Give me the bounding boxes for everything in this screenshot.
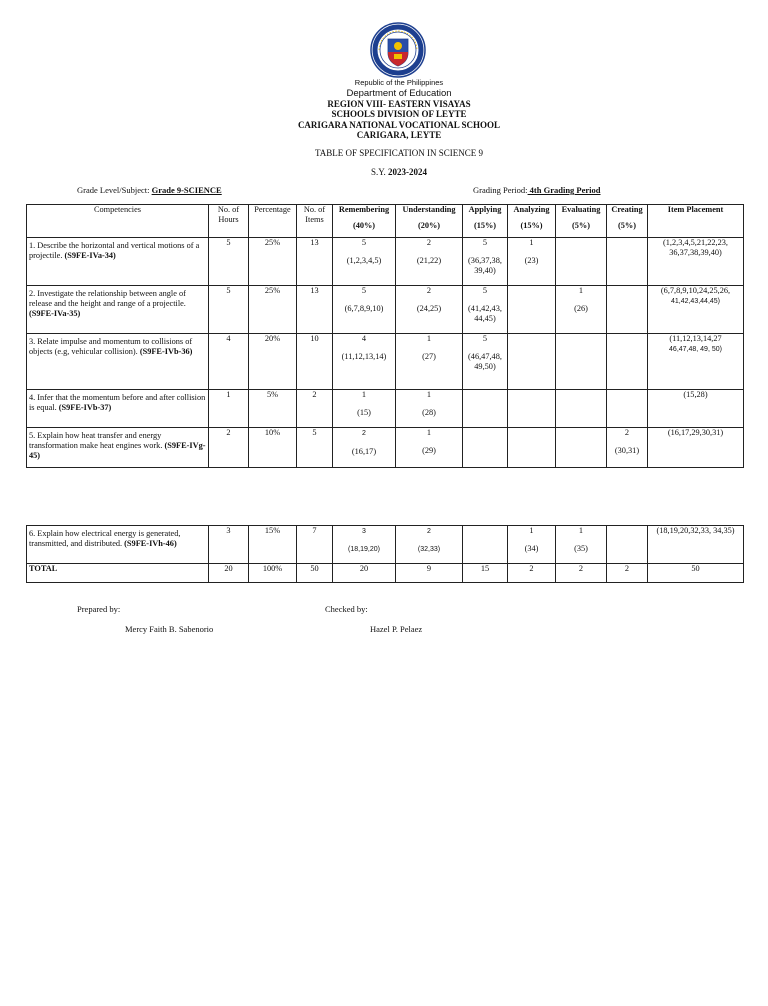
evaluating-cell (556, 238, 607, 286)
remembering-cell (333, 428, 396, 468)
specification-table-continued (26, 525, 744, 583)
creating-cell (607, 286, 648, 334)
understanding-cell (396, 286, 463, 334)
total-applying: 15 (463, 564, 508, 583)
applying-cell (463, 286, 508, 334)
table-row (27, 286, 744, 334)
sy-value: 2023-2024 (388, 167, 428, 177)
analyzing-cell (508, 238, 556, 286)
placement: (23) (524, 256, 539, 265)
period-label: Grading Period: (473, 185, 528, 195)
items-cell: 2 (297, 390, 333, 428)
header-hours: No. of Hours (209, 205, 249, 238)
header-understanding (396, 205, 463, 238)
applying-label: Applying (468, 205, 502, 214)
count: 2 (426, 286, 432, 295)
items-cell: 7 (297, 526, 333, 564)
count: 2 (362, 430, 366, 437)
analyzing-pct: (15%) (520, 221, 543, 230)
hours-cell: 4 (209, 334, 249, 390)
count: 2 (426, 238, 432, 247)
grade-value: Grade 9-SCIENCE (151, 185, 222, 195)
items-cell: 10 (297, 334, 333, 390)
remembering-cell (333, 390, 396, 428)
header-analyzing (508, 205, 556, 238)
count: 5 (482, 286, 488, 295)
creating-cell (607, 334, 648, 390)
analyzing-cell (508, 286, 556, 334)
document-title: TABLE OF SPECIFICATION IN SCIENCE 9 (314, 148, 484, 158)
placement: (24,25) (416, 304, 442, 313)
remembering-cell (333, 334, 396, 390)
creating-cell (607, 390, 648, 428)
table-row (27, 238, 744, 286)
applying-cell (463, 428, 508, 468)
placement: (18,19,20) (348, 546, 380, 553)
competency-cell (27, 428, 209, 468)
competency-text: 1. Describe the horizontal and vertical motions of a projectile. (29, 241, 200, 260)
count: 5 (361, 238, 367, 247)
placement: (16,17) (351, 447, 377, 456)
placement: (27) (422, 352, 436, 361)
competency-text: 4. Infer that the momentum before and after collision is equal. (29, 393, 206, 412)
item-placement-cell (648, 286, 744, 334)
placement: (30,31) (614, 446, 640, 455)
total-evaluating: 2 (556, 564, 607, 583)
table-row (27, 428, 744, 468)
item-placement-cell: (1,2,3,4,5,21,22,23, 36,37,38,39,40) (648, 238, 744, 286)
understanding-pct: (20%) (417, 221, 441, 230)
header-remembering (333, 205, 396, 238)
competency-text: 2. Investigate the relationship between angle of release and the height and range of a projectile. (29, 289, 186, 308)
understanding-cell (396, 390, 463, 428)
remembering-cell (333, 526, 396, 564)
item-placement-cell: (18,19,20,32,33, 34,35) (648, 526, 744, 564)
percentage-cell: 10% (249, 428, 297, 468)
competency-code: (S9FE-IVg-45) (29, 441, 206, 460)
evaluating-label: Evaluating (561, 205, 601, 214)
header-creating (607, 205, 648, 238)
understanding-label: Understanding (402, 205, 456, 214)
applying-cell (463, 390, 508, 428)
total-creating: 2 (607, 564, 648, 583)
count: 5 (482, 238, 488, 247)
placement: (32,33) (417, 546, 441, 553)
applying-cell (463, 238, 508, 286)
competency-cell (27, 334, 209, 390)
placement: (29) (422, 446, 436, 455)
percentage-cell: 5% (249, 390, 297, 428)
hours-cell: 5 (209, 238, 249, 286)
total-label: TOTAL (27, 564, 209, 583)
division-text: SCHOOLS DIVISION OF LEYTE (331, 109, 467, 119)
competency-code: (S9FE-IVa-35) (29, 309, 81, 318)
evaluating-cell (556, 526, 607, 564)
hours-cell: 2 (209, 428, 249, 468)
placement: (28) (422, 408, 436, 417)
evaluating-cell (556, 286, 607, 334)
placement: (35) (574, 544, 588, 553)
remembering-cell (333, 286, 396, 334)
total-hours: 20 (209, 564, 249, 583)
placement: (26) (574, 304, 588, 313)
total-understanding: 9 (396, 564, 463, 583)
header-item-placement: Item Placement (648, 205, 744, 238)
grade-label: Grade Level/Subject: (77, 185, 152, 195)
count: 3 (362, 528, 366, 535)
competency-text: 5. Explain how heat transfer and energy transformation make heat engines work. (29, 431, 165, 450)
count: 1 (529, 238, 534, 247)
item-placement-cell (648, 334, 744, 390)
total-analyzing: 2 (508, 564, 556, 583)
placement: (6,7,8,9,10) (344, 304, 384, 313)
region-text: REGION VIII- EASTERN VISAYAS (327, 99, 471, 109)
hours-cell: 3 (209, 526, 249, 564)
header-evaluating (556, 205, 607, 238)
evaluating-cell (556, 428, 607, 468)
table-row (27, 390, 744, 428)
count: 1 (361, 390, 367, 399)
count: 2 (427, 528, 431, 535)
school-year (0, 167, 768, 177)
total-placement: 50 (648, 564, 744, 583)
republic-text: Republic of the Philippines (354, 78, 444, 87)
competency-code: (S9FE-IVb-37) (58, 403, 112, 412)
total-row (27, 564, 744, 583)
header-items: No. of Items (297, 205, 333, 238)
table-header-row (27, 205, 744, 238)
applying-cell (463, 334, 508, 390)
creating-cell (607, 526, 648, 564)
analyzing-label: Analyzing (513, 205, 550, 214)
placement-line-2: 41,42,43,44,45) (670, 298, 721, 305)
creating-pct: (5%) (618, 221, 636, 230)
items-cell: 13 (297, 238, 333, 286)
percentage-cell: 25% (249, 286, 297, 334)
percentage-cell: 20% (249, 334, 297, 390)
remembering-label: Remembering (338, 205, 390, 214)
count: 1 (426, 428, 432, 437)
placement: (1,2,3,4,5) (346, 256, 382, 265)
item-placement-cell: (16,17,29,30,31) (648, 428, 744, 468)
sy-label: S.Y. (370, 167, 389, 177)
competency-cell (27, 238, 209, 286)
evaluating-cell (556, 334, 607, 390)
analyzing-cell (508, 334, 556, 390)
count: 1 (578, 526, 584, 535)
count: 5 (482, 334, 488, 343)
prepared-by-label: Prepared by: (77, 604, 121, 614)
analyzing-cell (508, 526, 556, 564)
items-cell: 5 (297, 428, 333, 468)
checked-by-label: Checked by: (325, 604, 368, 614)
table-row (27, 526, 744, 564)
competency-cell (27, 286, 209, 334)
evaluating-cell (556, 390, 607, 428)
period-value: 4th Grading Period (527, 185, 601, 195)
competency-code: (S9FE-IVb-36) (139, 347, 193, 356)
header-competencies: Competencies (27, 205, 209, 238)
remembering-pct: (40%) (352, 221, 376, 230)
placement: (11,12,13,14) (341, 352, 387, 361)
competency-text: 3. Relate impulse and momentum to collisions of objects (e.g, vehicular collision). (29, 337, 193, 356)
placement: (41,42,43, 44,45) (468, 304, 502, 323)
placement: (36,37,38, 39,40) (468, 256, 502, 275)
specification-table (26, 204, 744, 468)
header-percentage: Percentage (249, 205, 297, 238)
item-placement-cell: (15,28) (648, 390, 744, 428)
understanding-cell (396, 428, 463, 468)
prepared-by-name: Mercy Faith B. Sabenorio (125, 624, 214, 634)
creating-cell (607, 238, 648, 286)
evaluating-pct: (5%) (572, 221, 590, 230)
applying-cell (463, 526, 508, 564)
creating-cell (607, 428, 648, 468)
location-text: CARIGARA, LEYTE (356, 130, 442, 140)
placement-line-1: (11,12,13,14,27 (669, 334, 722, 343)
hours-cell: 1 (209, 390, 249, 428)
percentage-cell: 15% (249, 526, 297, 564)
total-remembering: 20 (333, 564, 396, 583)
placement: (21,22) (416, 256, 442, 265)
hours-cell: 5 (209, 286, 249, 334)
competency-cell (27, 526, 209, 564)
creating-label: Creating (611, 205, 643, 214)
competency-text: 6. Explain how electrical energy is generated, transmitted, and distributed. (29, 529, 181, 548)
understanding-cell (396, 334, 463, 390)
placement: (34) (524, 544, 539, 553)
total-items: 50 (297, 564, 333, 583)
table-row (27, 334, 744, 390)
percentage-cell: 25% (249, 238, 297, 286)
applying-pct: (15%) (473, 221, 497, 230)
placement: (15) (357, 408, 371, 417)
count: 5 (361, 286, 367, 295)
analyzing-cell (508, 390, 556, 428)
grade-level-subject (77, 185, 222, 195)
total-percentage: 100% (249, 564, 297, 583)
remembering-cell (333, 238, 396, 286)
header-applying (463, 205, 508, 238)
count: 1 (578, 286, 584, 295)
deped-seal-logo (370, 22, 426, 78)
school-text: CARIGARA NATIONAL VOCATIONAL SCHOOL (297, 120, 501, 130)
placement-line-2: 46,47,48, 49, 50) (669, 346, 722, 353)
analyzing-cell (508, 428, 556, 468)
count: 4 (361, 334, 367, 343)
count: 1 (529, 526, 534, 535)
count: 2 (624, 428, 630, 437)
checked-by-name: Hazel P. Pelaez (370, 624, 423, 634)
competency-code: (S9FE-IVh-46) (124, 539, 177, 548)
grading-period (473, 185, 601, 195)
competency-code: (S9FE-IVa-34) (64, 251, 116, 260)
count: 1 (426, 390, 432, 399)
understanding-cell (396, 526, 463, 564)
department-text: Department of Education (346, 88, 452, 99)
competency-cell (27, 390, 209, 428)
understanding-cell (396, 238, 463, 286)
placement: (46,47,48, 49,50) (468, 352, 502, 371)
count: 1 (426, 334, 432, 343)
placement-line-1: (6,7,8,9,10,24,25,26, (660, 286, 731, 295)
items-cell: 13 (297, 286, 333, 334)
